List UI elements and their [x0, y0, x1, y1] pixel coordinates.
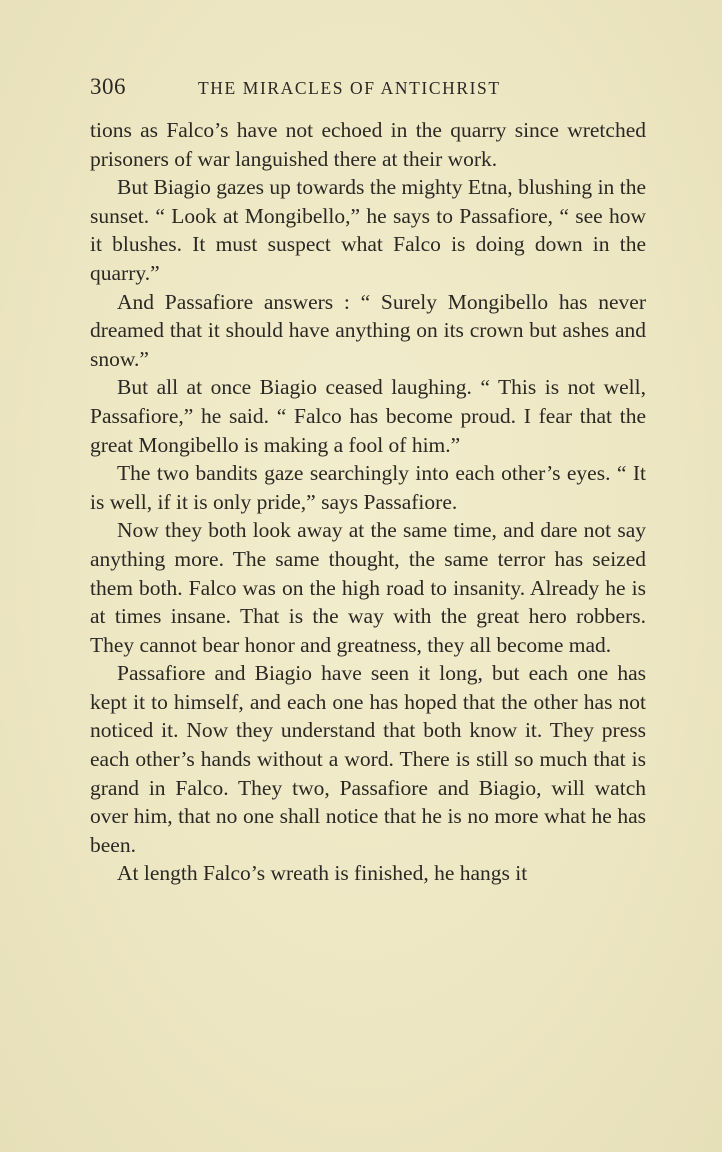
- paragraph-4: But all at once Biagio ceased laughing. “ This is not well, Passafiore,” he said. “ Falco has become proud. I fear that the great Mongibello is making a fool of him.”: [90, 375, 646, 457]
- running-head: THE MIRACLES OF ANTICHRIST: [198, 78, 501, 98]
- paragraph-5: The two bandits gaze searchingly into each other’s eyes. “ It is well, if it is only pride,” says Passafiore.: [90, 461, 646, 514]
- paragraph-3: And Passafiore answers : “ Surely Mongibello has never dreamed that it should have anything on its crown but ashes and snow.”: [90, 289, 646, 371]
- paragraph-6: Now they both look away at the same time, and dare not say anything more. The same thought, the same terror has seized them both. Falco was on the high road to insanity. Already he is at times insane. That is the way with the great hero robbers. They cannot bear honor and greatness, they all become mad.: [90, 518, 646, 657]
- page-number: 306: [90, 74, 126, 99]
- paragraph-7: Passafiore and Biagio have seen it long, but each one has kept it to himself, and each one has hoped that the other has not noticed it. Now they understand that both know it. They press each other’s hands without a word. There is still so much that is grand in Falco. They two, Passafiore and Biagio, will watch over him, that no one shall notice that he is no more what he has been.: [90, 661, 646, 857]
- paragraph-1: tions as Falco’s have not echoed in the quarry since wretched prisoners of war languished there at their work.: [90, 118, 646, 171]
- body-text: [90, 116, 646, 888]
- page-header: [90, 74, 646, 104]
- paragraph-2: But Biagio gazes up towards the mighty Etna, blushing in the sunset. “ Look at Mongibello,” he says to Passafiore, “ see how it blushes. It must suspect what Falco is doing down in the quarry.”: [90, 175, 646, 285]
- paragraph-8: At length Falco’s wreath is finished, he hangs it: [117, 861, 528, 886]
